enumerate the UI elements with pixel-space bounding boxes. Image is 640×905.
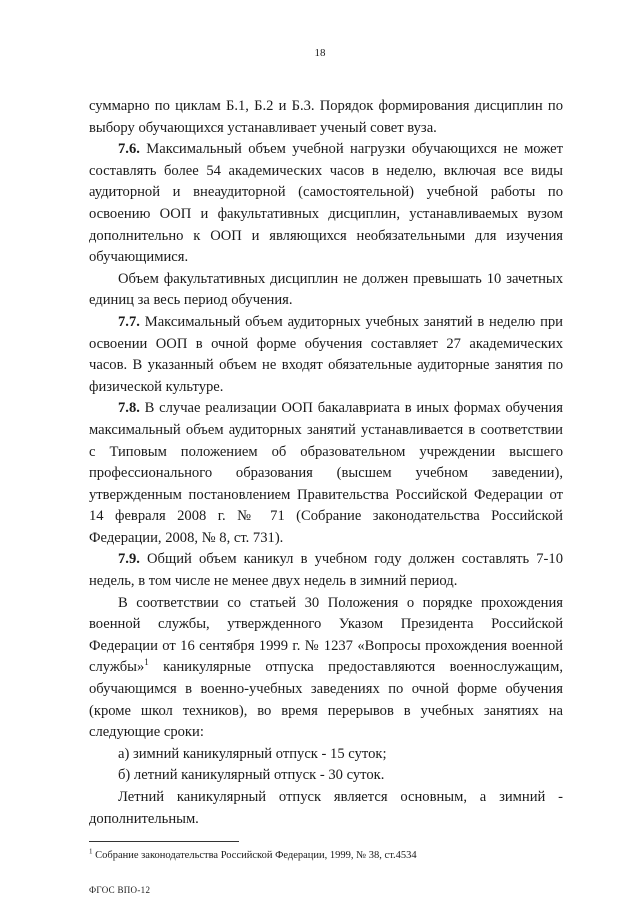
footnote-mark: 1 [89, 847, 93, 856]
clause-7-7 [89, 312, 563, 398]
clause-number: 7.7. [118, 313, 140, 330]
document-code: ФГОС ВПО-12 [89, 885, 151, 895]
clause-7-6 [89, 139, 563, 269]
clause-text: Максимальный объем учебной нагрузки обучающихся не может составлять более 54 академических часов в неделю, включая все виды аудиторной и внеаудиторной (самостоятельной) учебной работы по освоению ООП и факультативных дисциплин, устанавливаемых вузом дополнительно к ООП и являющихся необязательными для изучения обучающимися. [89, 141, 563, 266]
clause-number: 7.8. [118, 400, 140, 417]
clause-number: 7.6. [118, 141, 140, 158]
page-number: 18 [314, 47, 326, 59]
paragraph-military-leave [89, 593, 563, 744]
list-item-summer [89, 765, 563, 787]
body-text [89, 96, 563, 830]
footnote [89, 849, 563, 862]
paragraph-text: суммарно по циклам Б.1, Б.2 и Б.3. Порядок формирования дисциплин по выбору обучающихся устанавливает ученый совет вуза. [89, 98, 563, 136]
clause-number: 7.9. [118, 551, 140, 568]
paragraph-optional-disciplines [89, 269, 563, 312]
list-item-winter [89, 744, 563, 766]
list-item-text: а) зимний каникулярный отпуск - 15 суток; [118, 745, 387, 762]
clause-text: В случае реализации ООП бакалавриата в иных формах обучения максимальный объем аудиторных занятий устанавливается в соответствии с Типовым положением об образовательном учреждении высшего профессионального образования (высшем учебном заведении), утвержденным постановлением Правительства Российской Федерации от 14 февраля 2008 г. № 71 (Собрание законодательства Российской Федерации, 2008, № 8, ст. 731). [89, 400, 563, 546]
paragraph-text: каникулярные отпуска предоставляются военнослужащим, обучающимся в военно-учебных заведениях по очной форме обучения (кроме школ техников), во время перерывов в учебных занятиях на следующие сроки: [89, 659, 563, 741]
list-item-text: б) летний каникулярный отпуск - 30 суток. [118, 767, 385, 784]
footnote-divider [89, 841, 239, 842]
clause-7-9 [89, 549, 563, 592]
paragraph-leave-types [89, 787, 563, 830]
paragraph-text: Летний каникулярный отпуск является основным, а зимний - дополнительным. [89, 789, 563, 827]
paragraph-continuation [89, 96, 563, 139]
clause-text: Общий объем каникул в учебном году должен составлять 7-10 недель, в том числе не менее двух недель в зимний период. [89, 551, 563, 590]
footnote-reference[interactable]: 1 [144, 657, 149, 668]
paragraph-text: В соответствии со статьей 30 Положения о порядке прохождения военной службы, утвержденного Указом Президента Российской Федерации от 16 сентября 1999 г. № 1237 «Вопросы прохождения военной службы» [89, 594, 563, 676]
clause-7-8 [89, 398, 563, 549]
clause-text: Максимальный объем аудиторных учебных занятий в неделю при освоении ООП в очной форме обучения составляет 27 академических часов. В указанный объем не входят обязательные аудиторные занятия по физической культуре. [89, 313, 563, 395]
footnote-text: Собрание законодательства Российской Федерации, 1999, № 38, ст.4534 [92, 850, 417, 861]
paragraph-text: Объем факультативных дисциплин не должен превышать 10 зачетных единиц за весь период обучения. [89, 270, 563, 309]
